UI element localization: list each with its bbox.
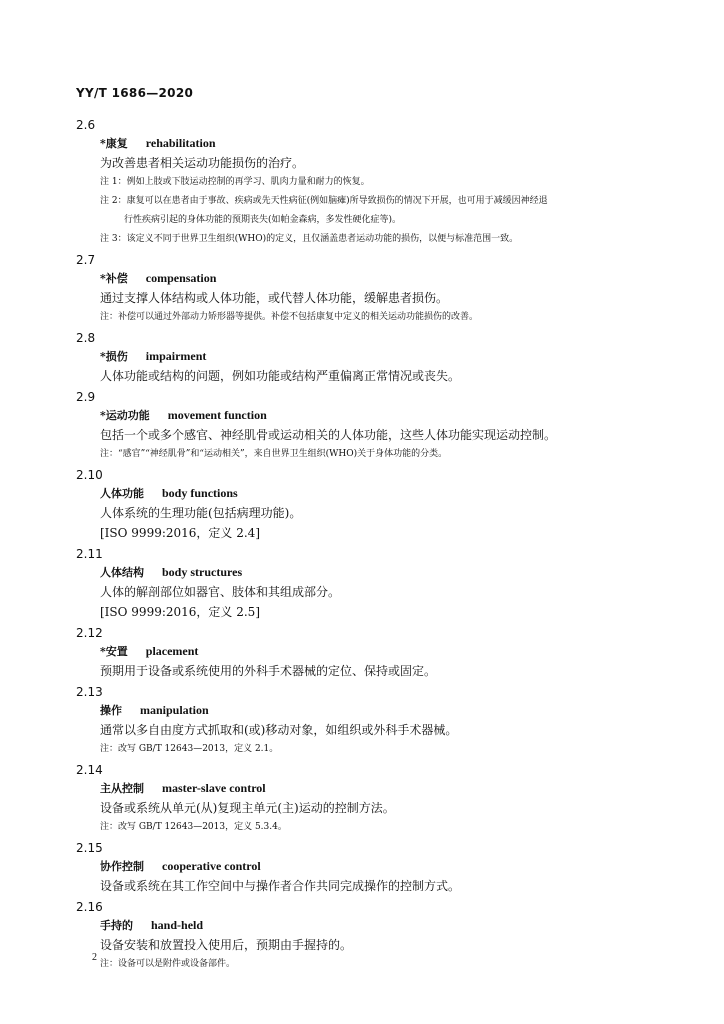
term-entry-2-6 — [76, 117, 676, 249]
term-entry-2-12 — [76, 625, 676, 681]
entry-number: 2.8 — [76, 331, 96, 345]
entry-definition: 人体系统的生理功能(包括病理功能)。 — [100, 506, 302, 520]
entry-number: 2.11 — [76, 547, 103, 561]
entry-number: 2.7 — [76, 253, 96, 267]
term-zh: 操作 — [100, 704, 122, 717]
entry-note: 注：设备可以是附件或设备部件。 — [100, 959, 236, 969]
term-zh: *运动功能 — [100, 409, 150, 422]
entry-note: 注：补偿可以通过外部动力矫形器等提供。补偿不包括康复中定义的相关运动功能损伤的改善。 — [100, 312, 479, 322]
term-entry-2-9 — [76, 389, 676, 464]
entry-number: 2.13 — [76, 685, 103, 699]
term-en: hand-held — [151, 918, 204, 932]
term-zh: *康复 — [100, 137, 128, 150]
entry-definition: 预期用于设备或系统使用的外科手术器械的定位、保持或固定。 — [100, 664, 437, 678]
terms-list — [76, 114, 676, 974]
entry-definition: 通常以多自由度方式抓取和(或)移动对象，如组织或外科手术器械。 — [100, 723, 458, 737]
term-en: compensation — [145, 271, 217, 285]
term-en: movement function — [167, 408, 267, 422]
entry-term — [100, 406, 676, 425]
entry-note: 注：“感官”“神经肌骨”和“运动相关”，来自世界卫生组织(WHO)关于身体功能的分类。 — [100, 449, 448, 459]
term-en: master-slave control — [162, 781, 266, 795]
term-entry-2-13 — [76, 684, 676, 759]
entry-term — [100, 347, 676, 366]
entry-reference: [ISO 9999:2016，定义 2.5] — [100, 605, 260, 619]
entry-term — [100, 916, 676, 935]
entry-term — [100, 701, 676, 720]
entry-definition: 设备或系统从单元(从)复现主单元(主)运动的控制方法。 — [100, 801, 395, 815]
entry-definition: 人体的解剖部位如器官、肢体和其组成部分。 — [100, 585, 341, 599]
entry-number: 2.16 — [76, 900, 103, 914]
entry-note: 注 3：该定义不同于世界卫生组织(WHO)的定义，且仅涵盖患者运动功能的损伤，以便与标准范围一致。 — [100, 234, 519, 244]
entry-note: 注 1：例如上肢或下肢运动控制的再学习、肌肉力量和耐力的恢复。 — [100, 177, 370, 187]
term-zh: 手持的 — [100, 919, 133, 932]
term-zh: 人体功能 — [100, 487, 144, 500]
page-number: 2 — [92, 952, 97, 963]
entry-note: 注：改写 GB/T 12643—2013，定义 2.1。 — [100, 744, 279, 754]
term-en: cooperative control — [162, 859, 261, 873]
entry-note: 注：改写 GB/T 12643—2013，定义 5.3.4。 — [100, 822, 287, 832]
entry-term — [100, 134, 676, 153]
entry-term — [100, 642, 676, 661]
term-entry-2-8 — [76, 330, 676, 386]
term-en: placement — [145, 644, 199, 658]
term-entry-2-7 — [76, 252, 676, 327]
entry-number: 2.14 — [76, 763, 103, 777]
term-zh: 协作控制 — [100, 860, 144, 873]
term-zh: 人体结构 — [100, 566, 144, 579]
term-zh: *补偿 — [100, 272, 128, 285]
entry-definition: 为改善患者相关运动功能损伤的治疗。 — [100, 156, 305, 170]
term-en: body functions — [162, 486, 238, 500]
term-entry-2-14 — [76, 762, 676, 837]
entry-number: 2.15 — [76, 841, 103, 855]
entry-term — [100, 857, 676, 876]
entry-number: 2.9 — [76, 390, 96, 404]
term-entry-2-16 — [76, 899, 676, 974]
term-zh: 主从控制 — [100, 782, 144, 795]
term-entry-2-15 — [76, 840, 676, 896]
term-zh: *安置 — [100, 645, 128, 658]
standard-header: YY/T 1686—2020 — [76, 86, 194, 100]
term-en: manipulation — [140, 703, 209, 717]
entry-number: 2.12 — [76, 626, 103, 640]
entry-term — [100, 779, 676, 798]
entry-definition: 人体功能或结构的问题，例如功能或结构严重偏离正常情况或丧失。 — [100, 369, 461, 383]
entry-definition: 设备或系统在其工作空间中与操作者合作共同完成操作的控制方式。 — [100, 879, 461, 893]
entry-note: 注 2：康复可以在患者由于事故、疾病或先天性病征(例如脑瘫)所导致损伤的情况下开展，也可用于减缓因神经退 — [100, 196, 548, 206]
term-zh: *损伤 — [100, 350, 128, 363]
entry-note-continuation: 行性疾病引起的身体功能的预期丧失(如帕金森病，多发性硬化症等)。 — [124, 215, 402, 225]
term-en: rehabilitation — [145, 136, 216, 150]
entry-reference: [ISO 9999:2016，定义 2.4] — [100, 526, 260, 540]
entry-definition: 通过支撑人体结构或人体功能，或代替人体功能，缓解患者损伤。 — [100, 291, 449, 305]
entry-term — [100, 269, 676, 288]
entry-term — [100, 563, 676, 582]
term-en: impairment — [145, 349, 207, 363]
entry-number: 2.6 — [76, 118, 96, 132]
entry-term — [100, 484, 676, 503]
entry-definition: 包括一个或多个感官、神经肌骨或运动相关的人体功能，这些人体功能实现运动控制。 — [100, 428, 557, 442]
entry-definition: 设备安装和放置投入使用后，预期由手握持的。 — [100, 938, 353, 952]
term-en: body structures — [162, 565, 243, 579]
term-entry-2-11 — [76, 546, 676, 622]
entry-number: 2.10 — [76, 468, 103, 482]
term-entry-2-10 — [76, 467, 676, 543]
